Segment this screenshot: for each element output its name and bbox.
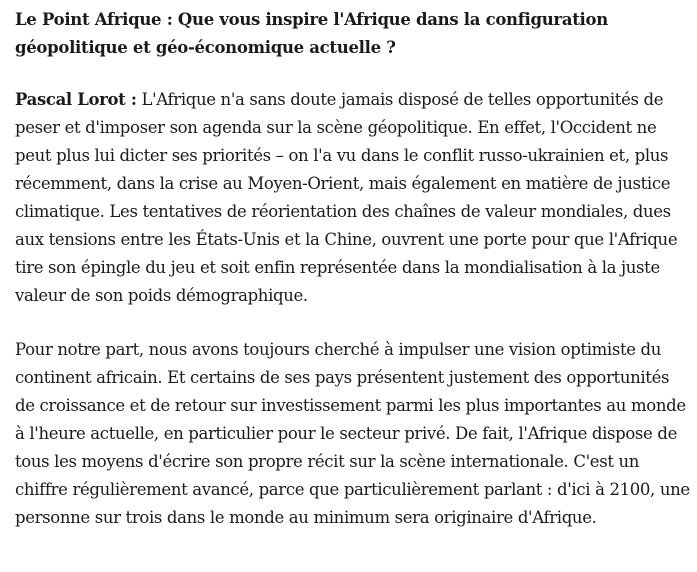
answer-speaker: Pascal Lorot : (15, 90, 137, 109)
interview-question: Le Point Afrique : Que vous inspire l'Afrique dans la configuration géopolitique et géo-économique actuelle ? (15, 10, 608, 57)
answer-text-1: L'Afrique n'a sans doute jamais disposé de telles opportunités de peser et d'imposer son agenda sur la scène géopolitique. En effet, l'Occident ne peut plus lui dicter ses priorités – on l'a vu dans le conflit russo-ukrainien et, plus récemment, dans la crise au Moyen-Orient, mais également en matière de justice climatique. Les tentatives de réorientation des chaînes de valeur mondiales, dues aux tensions entre les États-Unis et la Chine, ouvrent une porte pour que l'Afrique tire son épingle du jeu et soit enfin représentée dans la mondialisation à la juste valeur de son poids démographique. (15, 90, 678, 305)
interview-answer-paragraph-2: Pour notre part, nous avons toujours cherché à impulser une vision optimiste du continent africain. Et certains de ses pays présentent justement des opportunités de croissance et de retour sur investissement parmi les plus importantes au monde à l'heure actuelle, en particulier pour le secteur privé. De fait, l'Afrique dispose de tous les moyens d'écrire son propre récit sur la scène internationale. C'est un chiffre régulièrement avancé, parce que particulièrement parlant : d'ici à 2100, une personne sur trois dans le monde au minimum sera originaire d'Afrique. (15, 340, 690, 527)
interview-answer-paragraph-1 (15, 86, 691, 310)
